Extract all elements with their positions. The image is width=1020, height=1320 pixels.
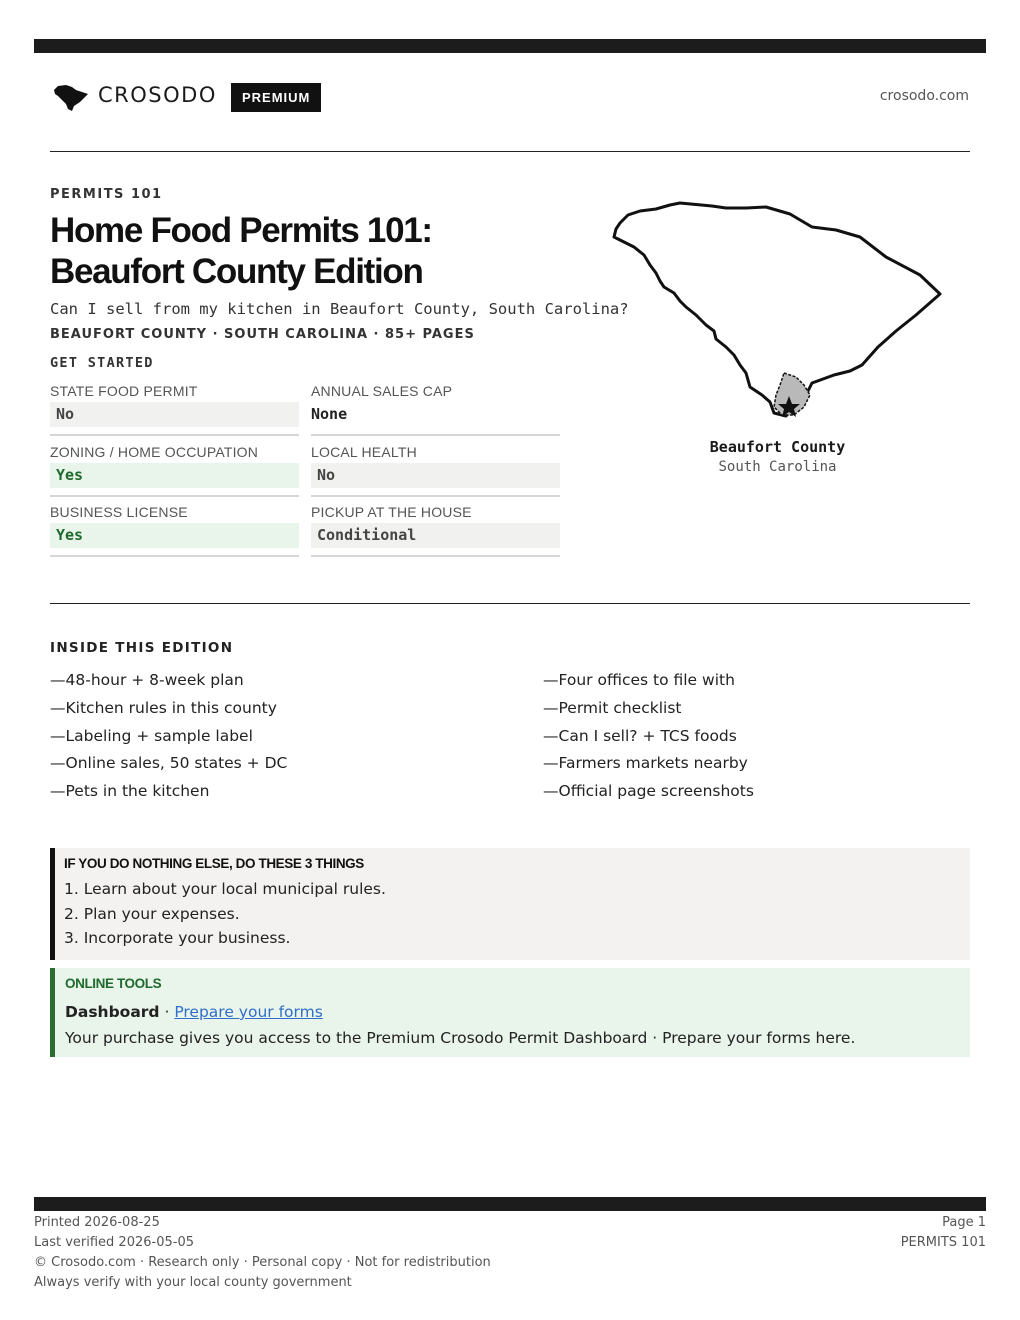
fact-business-license	[50, 502, 299, 557]
site-url[interactable]: crosodo.com	[879, 88, 969, 104]
list-item: —Permit checklist	[543, 698, 682, 717]
title-line-2: Beaufort County Edition	[50, 252, 423, 291]
edition-meta: BEAUFORT COUNTY · SOUTH CAROLINA · 85+ PAGES	[50, 327, 475, 342]
brand-header	[50, 80, 970, 114]
list-item: —Can I sell? + TCS foods	[543, 726, 737, 745]
fact-label: ZONING / HOME OCCUPATION	[50, 444, 259, 460]
list-item: —Labeling + sample label	[50, 726, 253, 745]
contents-list-left	[50, 667, 490, 806]
list-item: —Four offices to file with	[543, 671, 735, 689]
fact-label: BUSINESS LICENSE	[50, 504, 188, 520]
fact-value: Yes	[50, 463, 299, 488]
state-outline	[614, 203, 940, 416]
fact-value: Yes	[50, 523, 299, 548]
last-verified-date: Last verified 2026-05-05	[34, 1235, 194, 1250]
callout-list	[64, 877, 970, 951]
separator: ·	[159, 1003, 175, 1021]
header-divider	[50, 151, 970, 152]
fact-pickup-at-house	[311, 502, 560, 557]
fact-state-food-permit	[50, 381, 299, 436]
map-state-name: South Carolina	[718, 459, 837, 475]
map-county-name: Beaufort County	[709, 438, 846, 456]
printed-date: Printed 2026-08-25	[34, 1215, 160, 1230]
south-carolina-state-icon	[52, 82, 90, 112]
dashboard-line	[65, 999, 970, 1025]
list-item: —Online sales, 50 states + DC	[50, 754, 288, 773]
fact-value: No	[50, 402, 299, 427]
section-divider	[50, 603, 970, 604]
premium-badge: PREMIUM	[231, 83, 321, 112]
list-item: —Pets in the kitchen	[50, 782, 210, 801]
list-item: 3. Incorporate your business.	[64, 929, 291, 947]
footer-right	[901, 1213, 986, 1253]
page-number: Page 1	[942, 1215, 986, 1230]
fact-value: No	[311, 463, 560, 488]
dashboard-description: Your purchase gives you access to the Premium Crosodo Permit Dashboard · Prepare your forms here.	[65, 1029, 856, 1047]
bottom-rule-bar	[34, 1197, 986, 1211]
contents-list-right	[543, 667, 983, 806]
fact-value: None	[311, 405, 348, 423]
list-item: 2. Plan your expenses.	[64, 904, 240, 923]
verify-note: Always verify with your local county government	[34, 1275, 352, 1290]
brand-wordmark: CROSODO	[98, 83, 217, 107]
south-carolina-county-map	[600, 195, 950, 425]
top-rule-bar	[34, 39, 986, 53]
callout-title: IF YOU DO NOTHING ELSE, DO THESE 3 THINGS	[64, 856, 364, 871]
footer-section: PERMITS 101	[900, 1235, 986, 1250]
list-item: 1. Learn about your local municipal rules.	[64, 880, 386, 898]
fact-value: Conditional	[311, 523, 560, 548]
online-tools-title: ONLINE TOOLS	[65, 976, 162, 991]
fact-label: PICKUP AT THE HOUSE	[311, 504, 472, 520]
page-subtitle: Can I sell from my kitchen in Beaufort County, South Carolina?	[50, 300, 629, 318]
online-tools-panel	[50, 968, 970, 1057]
fact-local-health	[311, 442, 560, 497]
fact-label: STATE FOOD PERMIT	[50, 383, 198, 399]
list-item: —Farmers markets nearby	[543, 754, 748, 773]
prepare-forms-link[interactable]: Prepare your forms	[174, 1003, 323, 1021]
map-caption	[660, 438, 895, 475]
inside-edition-heading: INSIDE THIS EDITION	[50, 640, 234, 656]
list-item: —Official page screenshots	[543, 782, 754, 801]
get-started-heading: GET STARTED	[50, 355, 154, 371]
footer-left	[34, 1213, 491, 1293]
fact-label: ANNUAL SALES CAP	[311, 383, 453, 399]
dashboard-label: Dashboard	[65, 1003, 160, 1021]
page-title	[50, 210, 570, 292]
fact-annual-sales-cap	[311, 381, 560, 436]
section-eyebrow: PERMITS 101	[50, 187, 163, 202]
copyright-notice: © Crosodo.com · Research only · Personal copy · Not for redistribution	[34, 1255, 491, 1270]
title-line-1: Home Food Permits 101:	[50, 211, 432, 250]
fact-zoning-home-occupation	[50, 442, 299, 497]
list-item: —48-hour + 8-week plan	[50, 671, 244, 689]
fact-label: LOCAL HEALTH	[311, 444, 417, 460]
top-three-callout	[50, 848, 970, 960]
list-item: —Kitchen rules in this county	[50, 698, 277, 717]
